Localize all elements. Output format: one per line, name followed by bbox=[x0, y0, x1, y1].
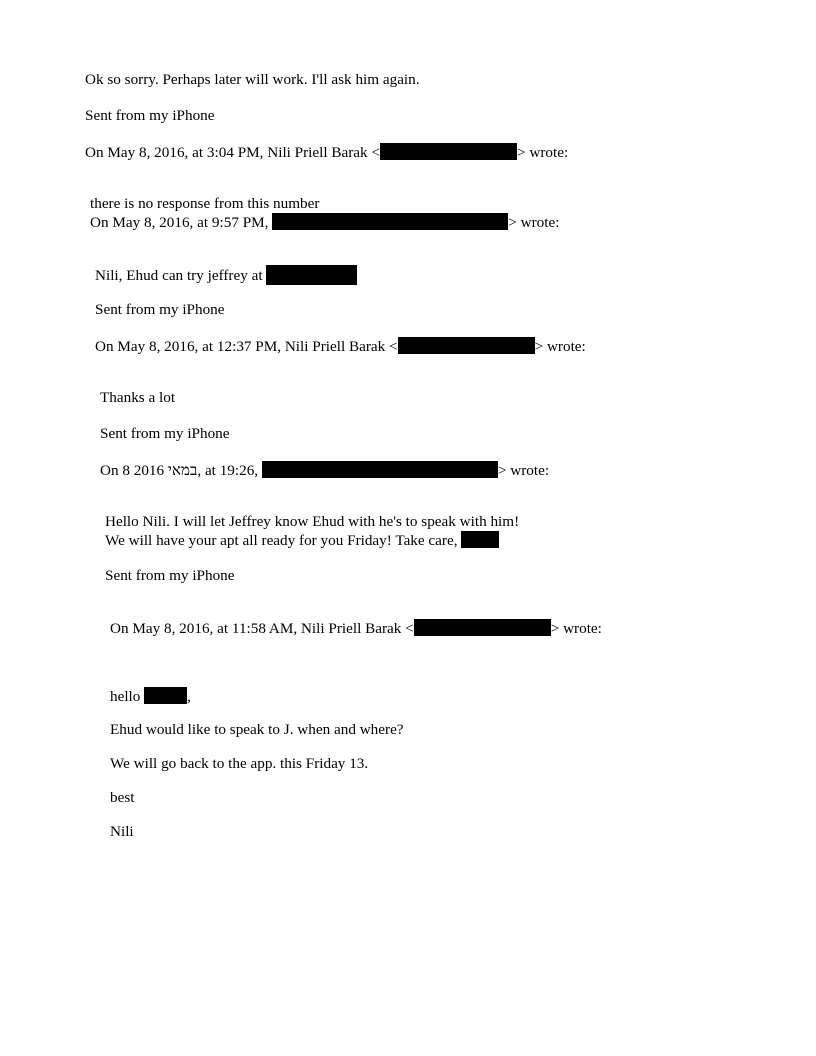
msg4-signature: Sent from my iPhone bbox=[100, 425, 230, 442]
msg4-quote-hebrew-month: במאי bbox=[167, 462, 198, 479]
redacted-email-block bbox=[380, 143, 517, 160]
redacted-name-block bbox=[461, 531, 499, 548]
redacted-sender-block bbox=[272, 213, 508, 230]
msg4-body: Thanks a lot bbox=[100, 389, 176, 406]
msg5-body-line2-text: We will have your apt all ready for you Friday! Take care, bbox=[105, 532, 458, 549]
msg1-body: Ok so sorry. Perhaps later will work. I'll ask him again. bbox=[85, 71, 420, 88]
msg2-quote-suffix: > wrote: bbox=[508, 214, 560, 231]
redacted-email-block bbox=[398, 337, 535, 354]
redacted-email-block bbox=[414, 619, 551, 636]
msg3-signature: Sent from my iPhone bbox=[95, 301, 225, 318]
msg5-signature: Sent from my iPhone bbox=[105, 567, 235, 584]
msg3-quote-header bbox=[95, 337, 586, 355]
msg3-quote-suffix: > wrote: bbox=[534, 338, 586, 355]
msg3-body: Nili, Ehud can try jeffrey at bbox=[95, 267, 263, 284]
msg1-signature: Sent from my iPhone bbox=[85, 107, 215, 124]
msg1-quote-header bbox=[85, 143, 568, 161]
msg6-greeting-end: , bbox=[187, 688, 191, 705]
msg5-quote-header bbox=[110, 619, 602, 637]
msg4-quote-middle: , at 19:26, bbox=[197, 462, 262, 479]
msg5-quote-prefix: On May 8, 2016, at 11:58 AM, Nili Priell Barak < bbox=[110, 620, 414, 637]
msg3-quote-prefix: On May 8, 2016, at 12:37 PM, Nili Priell Barak < bbox=[95, 338, 398, 355]
msg6-line2: We will go back to the app. this Friday 13. bbox=[110, 755, 369, 772]
msg6-closing: best bbox=[110, 789, 135, 806]
msg4-quote-prefix: On 8 2016 bbox=[100, 462, 168, 479]
msg2-quote-prefix: On May 8, 2016, at 9:57 PM, bbox=[90, 214, 273, 231]
msg1-quote-suffix: > wrote: bbox=[517, 144, 569, 161]
msg5-body-line2 bbox=[105, 531, 499, 549]
redacted-sender-block bbox=[262, 461, 498, 478]
msg5-quote-suffix: > wrote: bbox=[550, 620, 602, 637]
msg2-quote-header bbox=[90, 213, 559, 231]
msg6-name: Nili bbox=[110, 823, 134, 840]
msg6-greeting-line bbox=[110, 687, 191, 705]
msg1-quote-prefix: On May 8, 2016, at 3:04 PM, Nili Priell Barak < bbox=[85, 144, 380, 161]
redacted-name-block bbox=[144, 687, 187, 704]
msg4-quote-header bbox=[100, 461, 549, 479]
msg3-body-line bbox=[95, 265, 357, 283]
msg2-body: there is no response from this number bbox=[90, 195, 320, 212]
msg6-greeting: hello bbox=[110, 688, 141, 705]
msg4-quote-suffix: > wrote: bbox=[497, 462, 550, 479]
msg5-body-line1: Hello Nili. I will let Jeffrey know Ehud with he's to speak with him! bbox=[105, 513, 520, 530]
msg6-line1: Ehud would like to speak to J. when and where? bbox=[110, 721, 404, 738]
redacted-phone-block bbox=[266, 265, 357, 285]
